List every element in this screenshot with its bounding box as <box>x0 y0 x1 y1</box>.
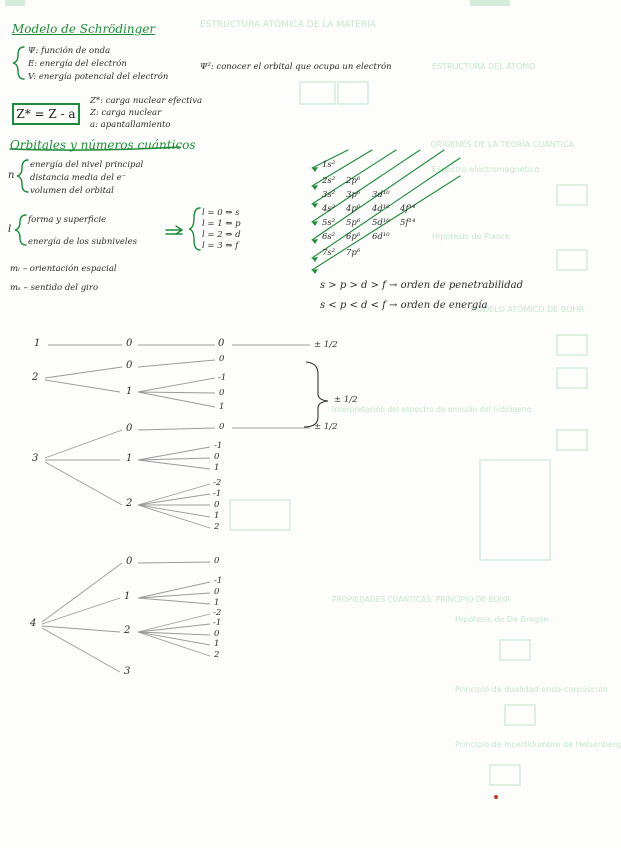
tree-l-2: 2 <box>124 625 131 636</box>
ms-definition: mₛ – sentido del giro <box>10 283 99 293</box>
tree-ml-0: 0 <box>218 338 225 349</box>
psi-definition: Ψ: función de onda <box>28 46 111 56</box>
orbital-4s: 4s² <box>322 204 336 214</box>
n-symbol: n <box>8 170 15 181</box>
tree-l-1: 1 <box>126 453 133 464</box>
ghost-header: ESTRUCTURA ATÓMICA DE LA MATERIA <box>200 20 376 30</box>
l-definition: forma y superficie <box>28 215 107 225</box>
tree-l-0: 0 <box>126 338 133 349</box>
l-definition: energía de los subniveles <box>28 237 138 247</box>
shielding-definition: a: apantallamiento <box>90 120 171 130</box>
tree-l-0: 0 <box>126 556 133 567</box>
tree-l-3: 3 <box>124 666 131 677</box>
ghost-heading: ESTRUCTURA DEL ÁTOMO <box>432 62 536 71</box>
tree-l-1: 1 <box>126 386 133 397</box>
ghost-heading: ORÍGENES DE LA TEORÍA CUÁNTICA <box>430 140 574 149</box>
orbital-7s: 7s² <box>322 248 336 258</box>
tree-n-1: 1 <box>34 338 41 349</box>
ghost-heading: Interpretación del espectro de emisión del hidrógeno <box>332 405 532 414</box>
tree-spin: ± 1/2 <box>334 395 358 405</box>
tree-ml: 1 <box>214 598 220 608</box>
orbitals-title: Orbitales y números cuánticos <box>10 138 196 152</box>
schrodinger-title: Modelo de Schrödinger <box>12 22 156 36</box>
orbital-3d: 3d¹⁰ <box>372 190 390 200</box>
tree-ml: -2 <box>213 478 222 488</box>
orbital-6d: 6d¹⁰ <box>372 232 390 242</box>
orbital-6p: 6p⁶ <box>346 232 361 242</box>
orbital-4d: 4d¹⁰ <box>372 204 390 214</box>
energy-definition: E: energía del electrón <box>28 59 127 69</box>
tree-ml: 0 <box>214 629 220 639</box>
potential-definition: V: energía potencial del electrón <box>28 72 169 82</box>
l-map-item: l = 1 ⇒ p <box>202 219 241 229</box>
tree-ml: 0 <box>214 452 220 462</box>
tree-l-0: 0 <box>126 360 133 371</box>
tree-n-4: 4 <box>30 618 37 629</box>
tree-ml: -2 <box>213 608 222 618</box>
n-definition: energía del nivel principal <box>30 160 144 170</box>
tree-ml: 1 <box>214 463 220 473</box>
tree-ml: -1 <box>214 441 223 451</box>
ghost-heading: PROPIEDADES CUÁNTICAS, PRINCIPIO DE BOHR <box>332 595 511 604</box>
ghost-heading: Hipótesis de De Broglie <box>455 615 549 624</box>
tree-ml-0: 0 <box>214 556 220 566</box>
tree-ml: 2 <box>214 522 220 532</box>
tree-ml: 0 <box>214 500 220 510</box>
l-symbol: l <box>8 224 12 235</box>
n-definition: volumen del orbital <box>30 186 114 196</box>
tree-ml-0: 0 <box>219 422 225 432</box>
tree-ml: -1 <box>213 618 222 628</box>
tree-ml: -1 <box>214 576 223 586</box>
orbital-1s: 1s² <box>322 160 336 170</box>
tree-l-1: 1 <box>124 591 131 602</box>
tree-ml: -1 <box>213 489 222 499</box>
effective-charge-formula: Z* = Z - a <box>12 103 80 125</box>
n-definition: distancia media del e⁻ <box>30 173 127 183</box>
ml-definition: mₗ – orientación espacial <box>10 264 117 274</box>
orbital-4p: 4p⁶ <box>346 204 361 214</box>
tree-ml: 0 <box>214 587 220 597</box>
orbital-2p: 2p⁶ <box>346 176 361 186</box>
effective-charge-definition: Z*: carga nuclear efectiva <box>90 96 203 106</box>
energy-order: s < p < d < f → orden de energía <box>320 300 488 311</box>
penetrability-order: s > p > d > f → orden de penetrabilidad <box>320 280 524 291</box>
ghost-heading: Principio de incertidumbre de Heisenberg <box>455 740 621 749</box>
ghost-heading: Principio de dualidad onda-corpúsculo <box>455 685 608 694</box>
tree-ml: 1 <box>219 402 225 412</box>
tree-ml: 1 <box>214 639 220 649</box>
tree-spin: ± 1/2 <box>314 340 338 350</box>
tree-ml: -1 <box>218 373 227 383</box>
l-map-item: l = 3 ⇒ f <box>202 241 239 251</box>
psi-squared-definition: Ψ²: conocer el orbital que ocupa un electrón <box>200 62 392 72</box>
orbital-5d: 5d¹⁰ <box>372 218 390 228</box>
ghost-heading: Espectro electromagnético <box>432 165 540 174</box>
l-map-item: l = 2 ⇒ d <box>202 230 241 240</box>
tree-ml-0: 0 <box>219 354 225 364</box>
orbital-4f: 4f¹⁴ <box>400 204 416 214</box>
tree-spin: ± 1/2 <box>314 422 338 432</box>
orbital-7p: 7p⁶ <box>346 248 361 258</box>
orbital-5s: 5s² <box>322 218 336 228</box>
ghost-heading: Hipótesis de Planck <box>432 232 510 241</box>
orbital-3s: 3s² <box>322 190 336 200</box>
nuclear-charge-definition: Z: carga nuclear <box>90 108 162 118</box>
tree-l-2: 2 <box>126 498 133 509</box>
tree-n-2: 2 <box>32 372 39 383</box>
tree-ml: 1 <box>214 511 220 521</box>
orbital-3p: 3p⁶ <box>346 190 361 200</box>
tree-ml: 2 <box>214 650 220 660</box>
orbital-5p: 5p⁶ <box>346 218 361 228</box>
orbital-2s: 2s² <box>322 176 336 186</box>
tree-n-3: 3 <box>32 453 39 464</box>
tree-l-0: 0 <box>126 423 133 434</box>
orbital-6s: 6s² <box>322 232 336 242</box>
orbital-5f: 5f¹⁴ <box>400 218 416 228</box>
tree-ml: 0 <box>219 388 225 398</box>
ghost-heading: MODELO ATÓMICO DE BOHR <box>470 305 585 314</box>
l-map-item: l = 0 ⇒ s <box>202 208 240 218</box>
